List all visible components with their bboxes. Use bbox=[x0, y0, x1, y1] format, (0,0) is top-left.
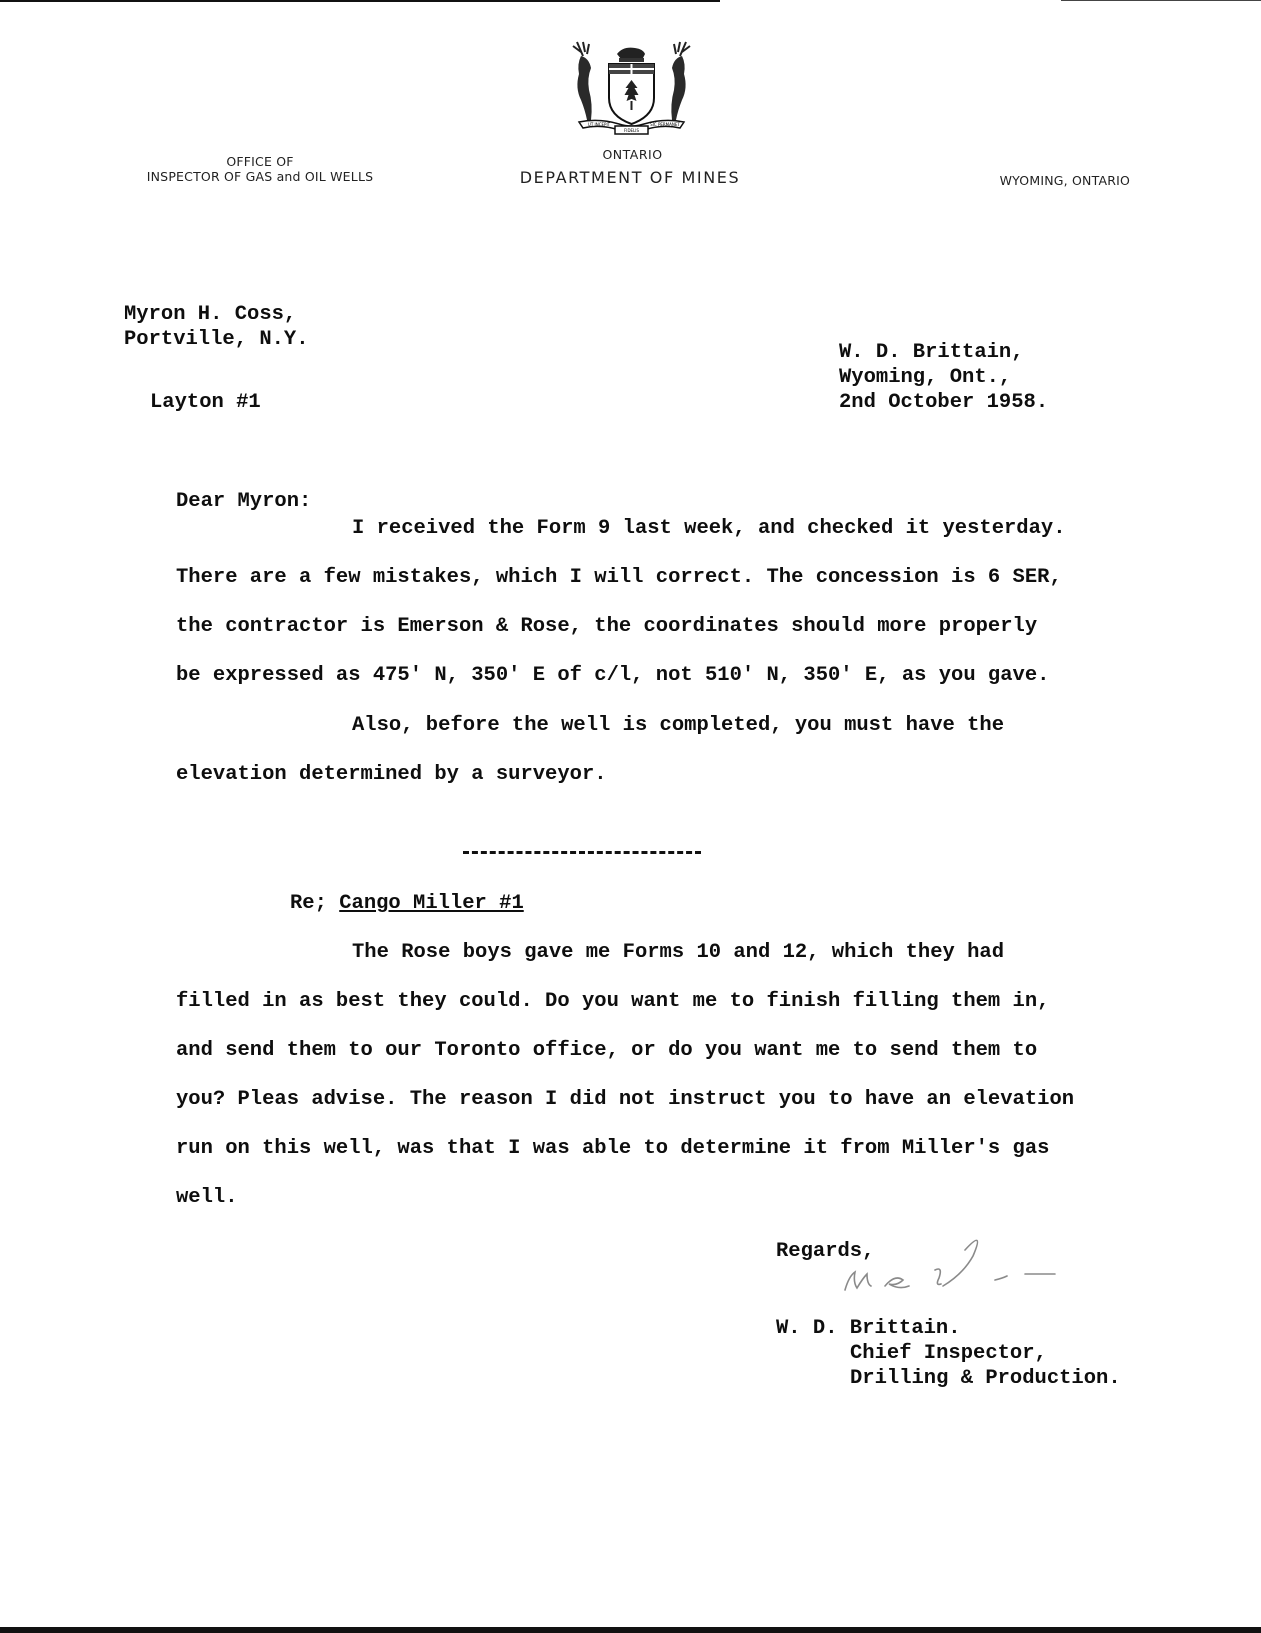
sender-name: W. D. Brittain, bbox=[839, 341, 1024, 364]
closing-name: W. D. Brittain. bbox=[776, 1317, 961, 1340]
body-line: There are a few mistakes, which I will correct. The concession is 6 SER, bbox=[176, 566, 1062, 589]
body2-line: you? Pleas advise. The reason I did not instruct you to have an elevation bbox=[176, 1088, 1075, 1111]
body-line: Also, before the well is completed, you must have the bbox=[352, 714, 1005, 737]
province-label: ONTARIO bbox=[602, 147, 663, 162]
closing-regards: Regards, bbox=[776, 1240, 875, 1263]
salutation: Dear Myron: bbox=[176, 490, 312, 513]
closing-title-2: Drilling & Production. bbox=[850, 1367, 1121, 1390]
office-location: WYOMING, ONTARIO bbox=[999, 173, 1130, 188]
crest-motto-center: FIDELIS bbox=[623, 128, 640, 133]
scan-edge-top bbox=[0, 0, 1261, 2]
body2-line: well. bbox=[176, 1186, 238, 1209]
body-line: I received the Form 9 last week, and checked it yesterday. bbox=[352, 517, 1066, 540]
body2-line: filled in as best they could. Do you want me to finish filling them in, bbox=[176, 990, 1050, 1013]
body2-line: run on this well, was that I was able to determine it from Miller's gas bbox=[176, 1137, 1050, 1160]
department-title: DEPARTMENT OF MINES bbox=[519, 168, 741, 187]
recipient-well-ref: Layton #1 bbox=[150, 391, 261, 414]
handwritten-signature-icon bbox=[825, 1230, 1085, 1310]
body2-line: The Rose boys gave me Forms 10 and 12, which they had bbox=[352, 941, 1005, 964]
crest-motto-left: UT INCEPIT bbox=[587, 122, 611, 127]
office-line-2: INSPECTOR OF GAS and OIL WELLS bbox=[146, 169, 374, 184]
section-divider bbox=[463, 851, 701, 858]
body-line: the contractor is Emerson & Rose, the coordinates should more properly bbox=[176, 615, 1038, 638]
re-prefix: Re; bbox=[290, 892, 340, 915]
body-line: be expressed as 475' N, 350' E of c/l, not 510' N, 350' E, as you gave. bbox=[176, 664, 1050, 687]
sender-city: Wyoming, Ont., bbox=[839, 366, 1012, 389]
body-line: elevation determined by a surveyor. bbox=[176, 763, 607, 786]
office-heading bbox=[130, 154, 390, 184]
body2-line: and send them to our Toronto office, or do you want me to send them to bbox=[176, 1039, 1038, 1062]
recipient-name: Myron H. Coss, bbox=[124, 303, 297, 326]
re-subject: Cango Miller #1 bbox=[339, 892, 524, 915]
letter-date: 2nd October 1958. bbox=[839, 391, 1049, 414]
office-line-1: OFFICE OF bbox=[226, 154, 294, 169]
closing-title-1: Chief Inspector, bbox=[850, 1342, 1047, 1365]
crest-motto-right: SIC PERMANET bbox=[650, 122, 680, 127]
re-line bbox=[290, 892, 524, 915]
recipient-city: Portville, N.Y. bbox=[124, 328, 309, 351]
scan-edge-bottom bbox=[0, 1627, 1261, 1633]
ontario-coat-of-arms-icon bbox=[569, 40, 694, 140]
